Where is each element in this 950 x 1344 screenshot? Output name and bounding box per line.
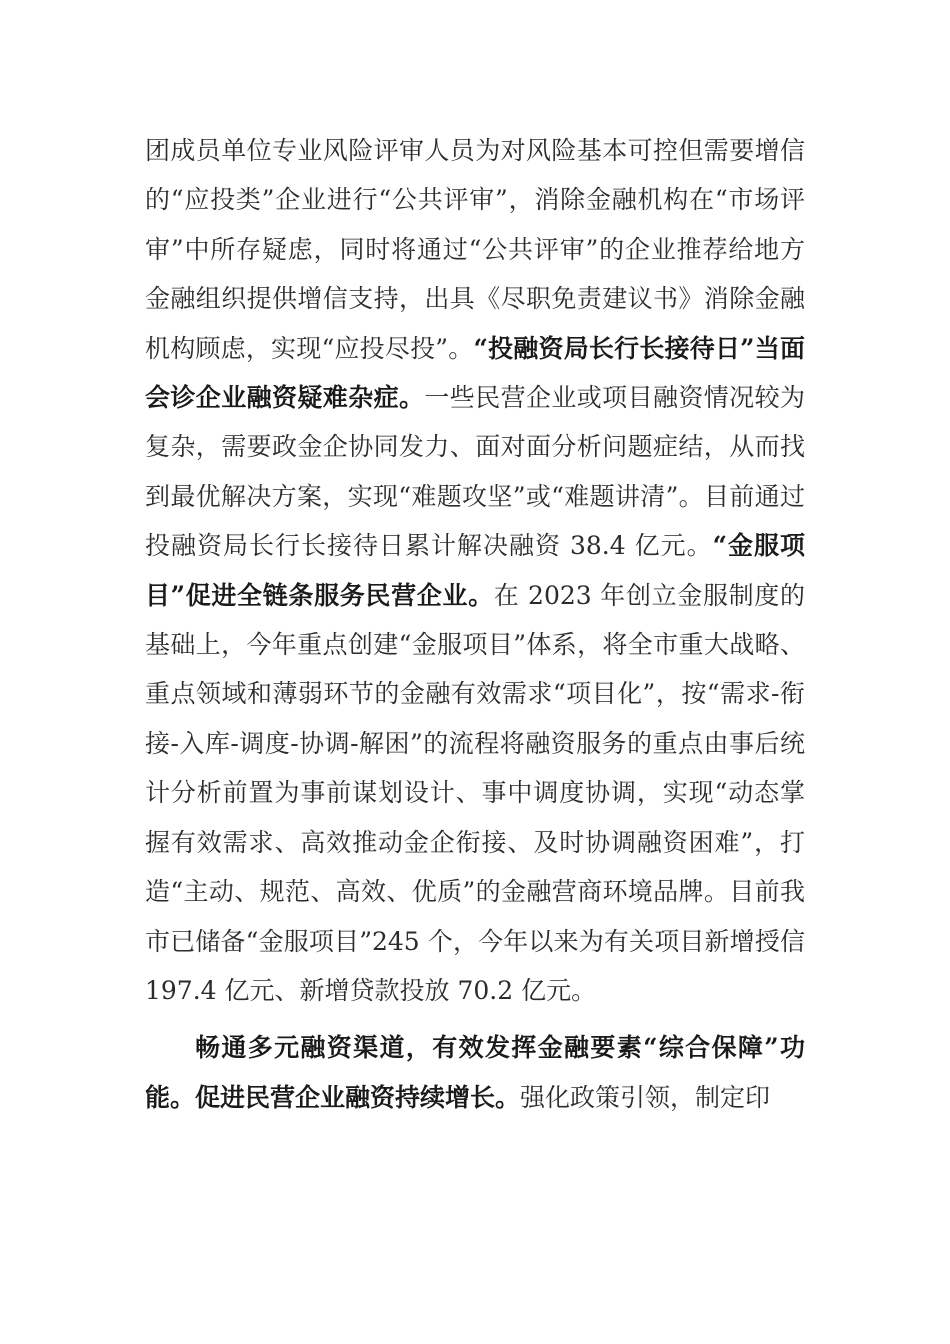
paragraph-1-text-service-project: 在 2023 年创立金服制度的基础上，今年重点创建“金服项目”体系，将全市重大战略、重点领域和薄弱环节的金融有效需求“项目化”，按“需求-衔接-入库-调度-协调-解困”的流程将融资服务的重点由事后统计分析前置为事前谋划设计、事中调度协调，实现“动态掌握有效需求、高效推动金企衔接、及时协调融资困难”，打造“主动、规范、高效、优质”的金融营商环境品牌。目前我市已储备“金服项目”245 个，今年以来为有关项目新增授信 197.4 亿元、新增贷款投放 70.2 亿元。 <box>145 580 805 1005</box>
document-page <box>145 126 805 1122</box>
paragraph-1-text-reception-day: 一些民营企业或项目融资情况较为复杂，需要政金企协同发力、面对面分析问题症结，从而找到最优解决方案，实现“难题攻坚”或“难题讲清”。目前通过投融资局长行长接待日累计解决融资 38.4 亿元。 <box>145 383 805 561</box>
heading-financial-service-project: “金服项目”促进全链条服务民营企业。 <box>145 531 805 610</box>
paragraph-2 <box>145 1023 805 1122</box>
heading-investment-reception-day: “投融资局长行长接待日”当面会诊企业融资疑难杂症。 <box>145 333 805 413</box>
heading-diversified-financing: 畅通多元融资渠道，有效发挥金融要素“综合保障”功能。促进民营企业融资持续增长。 <box>145 1033 805 1112</box>
paragraph-2-text: 强化政策引领，制定印 <box>520 1082 771 1112</box>
paragraph-1 <box>145 126 805 1015</box>
paragraph-1-text: 团成员单位专业风险评审人员为对风险基本可控但需要增信的“应投类”企业进行“公共评审”，消除金融机构在“市场评审”中所存疑虑，同时将通过“公共评审”的企业推荐给地方金融组织提供增信支持，出具《尽职免责建议书》消除金融机构顾虑，实现“应投尽投”。 <box>145 136 805 363</box>
